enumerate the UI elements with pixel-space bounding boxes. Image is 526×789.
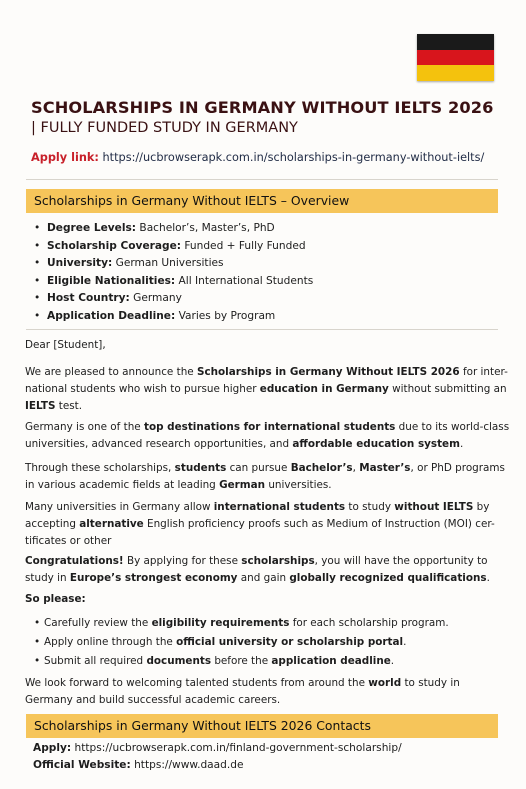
list-item: • Submit all required documents before the application deadline. bbox=[34, 652, 449, 671]
paragraph-closing: We look forward to welcoming talented students from around the world to study in Germany and build successful academic careers. bbox=[25, 677, 460, 706]
paragraph-programs: Through these scholarships, students can pursue Bachelor’s, Master’s, or PhD programs in various academic fields at leading German universities. bbox=[25, 462, 505, 491]
list-item: • Carefully review the eligibility requirements for each scholarship program. bbox=[34, 614, 449, 633]
list-item: • Apply online through the official university or scholarship portal. bbox=[34, 633, 449, 652]
list-item: • Eligible Nationalities: All International Students bbox=[34, 273, 313, 291]
list-item: • University: German Universities bbox=[34, 255, 313, 273]
contacts-heading: Scholarships in Germany Without IELTS 2026 Contacts bbox=[26, 714, 498, 738]
salutation: Dear [Student], bbox=[25, 339, 106, 351]
list-item: • Scholarship Coverage: Funded + Fully Funded bbox=[34, 238, 313, 256]
flag-stripe-black bbox=[417, 34, 494, 50]
contact-website-row bbox=[33, 759, 243, 771]
list-item: • Host Country: Germany bbox=[34, 290, 313, 308]
contact-website-url[interactable]: https://www.daad.de bbox=[134, 759, 244, 771]
contact-apply-row bbox=[33, 742, 402, 754]
germany-flag-icon bbox=[417, 34, 494, 81]
overview-heading: Scholarships in Germany Without IELTS – Overview bbox=[26, 189, 498, 213]
overview-list bbox=[34, 220, 313, 325]
paragraph-alternatives: Many universities in Germany allow international students to study without IELTS by accepting alternative English proficiency proofs such as Medium of Instruction (MOI) cer- tificates or other bbox=[25, 501, 495, 547]
paragraph-intro: We are pleased to announce the Scholarships in Germany Without IELTS 2026 for inter- national students who wish to pursue higher education in Germany without submitting an IELTS test. bbox=[25, 366, 508, 412]
contact-website-label: Official Website: bbox=[33, 759, 131, 771]
steps-list bbox=[34, 614, 449, 671]
divider bbox=[26, 329, 498, 330]
page-title: SCHOLARSHIPS IN GERMANY WITHOUT IELTS 2026 bbox=[31, 98, 494, 117]
apply-link-row bbox=[31, 151, 484, 164]
apply-link-url[interactable]: https://ucbrowserapk.com.in/scholarships-in-germany-without-ielts/ bbox=[102, 151, 485, 164]
list-item: • Degree Levels: Bachelor’s, Master’s, PhD bbox=[34, 220, 313, 238]
so-please-heading: So please: bbox=[25, 593, 86, 605]
list-item: • Application Deadline: Varies by Program bbox=[34, 308, 313, 326]
paragraph-destinations: Germany is one of the top destinations for international students due to its world-class universities, advanced research opportunities, and affordable education system. bbox=[25, 421, 510, 450]
flag-stripe-gold bbox=[417, 65, 494, 81]
divider bbox=[26, 179, 498, 180]
contact-apply-url[interactable]: https://ucbrowserapk.com.in/finland-government-scholarship/ bbox=[74, 742, 402, 754]
page-subtitle: | FULLY FUNDED STUDY IN GERMANY bbox=[31, 120, 298, 136]
flag-stripe-red bbox=[417, 50, 494, 66]
contact-apply-label: Apply: bbox=[33, 742, 72, 754]
paragraph-congratulations: Congratulations! By applying for these scholarships, you will have the opportunity to study in Europe’s strongest economy and gain globally recognized qualifications. bbox=[25, 555, 490, 584]
apply-link-label: Apply link: bbox=[31, 151, 99, 164]
